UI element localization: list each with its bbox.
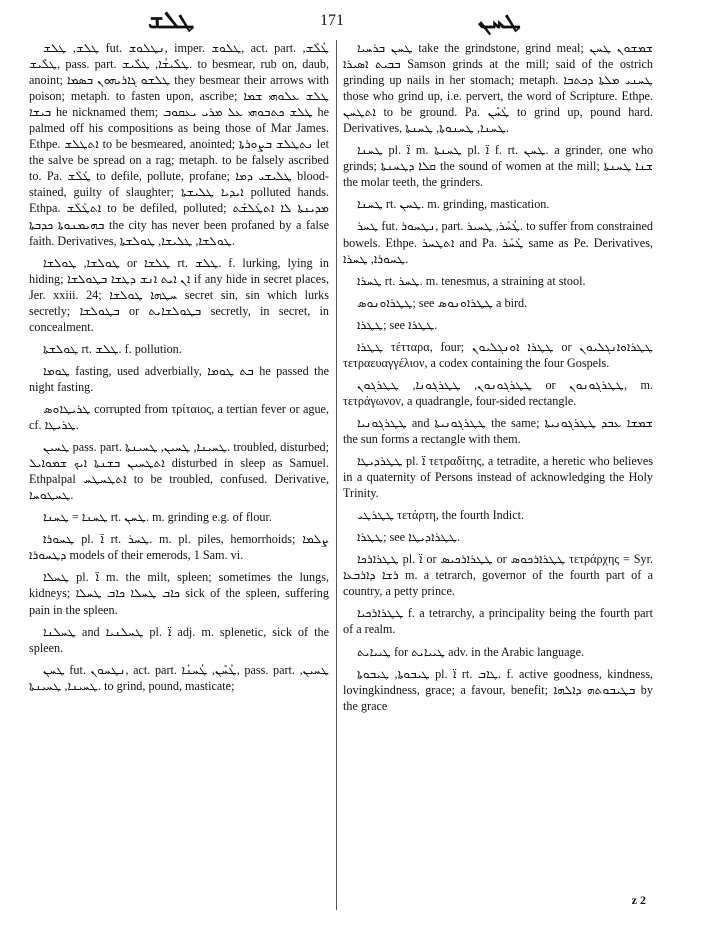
- entry: ܛܚܢܐ pl. ܐ̈ m. ܛܚܢܬܐ pl. ܐ̈ f. rt. ܛܚܢ. a grinder, one who grinds; ܩܠܐ ܕܛܚܢܬܐ the sound of women at the mill; ܫܢܐ ܛܚܢܬܐ the molar teeth, the grinders.: [343, 143, 654, 190]
- entry: ܛܚܪ fut. ܢܛܚܘܪ, part. ܛܳܚܰܪ, ܛܚܝܪ. to suffer from constrained bowels. Ethpe. ܐܬܛܚܪ and Pa. ܛܰܚܰܪ same as Pe. Derivatives, ܛܚܘܪܐ, ܛܚܪܐ.: [343, 219, 653, 266]
- entry: ܛܛܪܓܘܢܝܐ and ܛܛܪܓܘܢܝܬܐ the same; ܫܡܫܐ ܥܒܕ ܛܛܪܓܘܢܝܬܐ the sun forms a rectangle with them.: [343, 415, 653, 446]
- entry: ܛܚܢܐ rt. ܛܚܢ. m. grinding, mastication.: [357, 197, 550, 212]
- entry: ܛܝܒܘܬܐ, ܛܝܒܘܬܐ pl. ܐ̈ rt. ܛܐܒ. f. active goodness, kindness, lovingkindness, grace; a favour, benefit; ܒܛܝܒܘܬܗ ܕܐܠܗܐ by the grace: [343, 666, 653, 713]
- entry: ܛܛܪܐܪܟܝܐ f. a tetrarchy, a principality being the fourth part of a realm.: [343, 606, 653, 637]
- entry: ܛܚܢܐ = ܛܚܢܐ rt. ܛܚܢ. m. grinding e.g. of flour.: [43, 510, 272, 525]
- entry: ܛܪܝܛܐܘܣ corrupted from τρίταιος, a tertian fever or ague, cf. ܛܪܝܛܐ.: [29, 401, 329, 433]
- right-running-head: ܛܚܢ: [478, 8, 521, 34]
- entry: ܛܛܪܐ τέτταρα, four; ܛܛܪܐ ܐܘܢܓܠܝܘܢ or ܛܛܪܐܘܐܢܓܠܝܘܢ τετραευαγγέλιον, a codex containing the four Gospels.: [343, 339, 654, 370]
- entry: ܛܚܘܪܐ pl. ܐ̈ rt. ܛܚܪ. m. pl. piles, hemorrhoids; ܨܠܡܐ ܕܛܚܘܪܐ models of their emerods, 1 Sam. vi.: [29, 532, 330, 563]
- entry: ܛܠܫ, ܛܠܫ fut. ܢܛܠܘܫ, imper. ܛܠܘܫ, act. part. ܛܳܠܶܫ, ܛܠܺܝܫ, pass. part. ܛܠܺܝܫܳܐ, ܛܠܺܝܫ. to besmear, rub on, daub, anoint; ܛܠܫܘ ܓܐܪܝܗܘܢ ܒܣܡܐ they besmear their arrows with poison; metaph. to fasten upon, ascribe; ܛܠܫ ܥܠܘܗܝ ܫܡܐ ܒܝܫܐ he nicknamed them; ܛܠܫ ܟܬܒܘܗܝ ܥܠ ܡܪܝ ܝܥܩܘܒ he palmed off his compositions as being those of Mar James. Ethpe. ܐܬܛܠܫ to be besmeared, anointed; ܢܬܛܠܫ ܒܨܘܪܬܐ let the salve be spread on a rag; metaph. to be falsely ascribed to. Pa. ܛܰܠܶܫ to defile, pollute, profane; ܛܠܝܫܝ ܕܡܐ blood-stained, guilty of slaughter; ܐܝܕܝܐ ܛܠܝܫܬܐ polluted hands. Ethpa. ܐܬܛܰܠܰܫ to be defiled, polluted; ܡܕܝܢܬܐ ܠܐ ܐܬܛܰܠܫܰܬ ܒܗܝܡܢܘܬܐ ܟܕܒܬܐ the city has never been profaned by a false faith. Derivatives, ܛܘܠܫܐ, ܛܠܝܫܐ, ܛܘܠܫܬܐ.: [29, 41, 330, 248]
- entry: ܛܚܢ fut. ܢܛܚܘܢ, act. part. ܛܳܚܶܢ, ܛܳܚܢܳܐ, pass. part. ܛܚܝܢ, ܛܚܝܢܐ, ܛܚܝܢܬܐ. to grind, pound, masticate;: [29, 662, 329, 693]
- entry: ܛܘܠܫܬܐ rt. ܛܠܫ. f. pollution.: [43, 341, 182, 356]
- entry: ܛܚܢ ܒܪܚܝܐ take the grindstone, grind meal; ܫܡܫܘܢ ܛܚܢ ܒܒܝܬ ܐܣܝܪܐ Samson grinds at the mill; said of the ostrich grinding up nails in her stomach; metaph. ܛܚܢܝ ܡܠܬܐ ܕܟܬܒܐ those who grind up, i.e. pervert, the word of Scripture. Ethpe. ܐܬܛܚܢ to be ground. Pa. ܛܰܚܶܢ to grind up, pound hard. Derivatives, ܛܚܢܐ, ܛܚܢܘܬܐ, ܛܚܢܬܐ.: [343, 41, 654, 136]
- signature-mark: z 2: [631, 893, 646, 907]
- entry: ܛܛܪܐܘܢܘܣ; see ܛܛܪܐܘܢܘܣ a bird.: [357, 295, 528, 310]
- entry: ܛܚܝܢ pass. part. ܛܚܝܢܐ, ܛܚܝܢ, ܛܚܝܢܬܐ. troubled, disturbed; ܐܬܛܚܝܢ ܒܫܢܬܐ ܐܝܟ ܫܡܘܐܝܠ disturbed in sleep as Samuel. Ethpalpal ܐܬܛܚܛܚ to be troubled, confused. Derivative, ܛܚܛܘܚܐ.: [29, 440, 330, 503]
- right-column: [343, 40, 653, 720]
- entry: ܛܛܪܐ; see ܛܛܪܐ.: [357, 317, 438, 332]
- entry: ܛܝܝܐܝܬ for ܛܝܝܐܝܬ adv. in the Arabic language.: [357, 644, 585, 659]
- entry: ܛܚܠܢܐ and ܛܚܠܢܝܐ pl. ܐ̈ adj. m. splenetic, sick of the spleen.: [29, 624, 329, 655]
- column-divider: [336, 40, 337, 910]
- entry: ܛܚܠܐ pl. ܐ̈ m. the milt, spleen; sometimes the lungs, kidneys; ܟܐܒ ܛܚܠܐ ܟܐܒ ܛܚܠܐ sick of the spleen, suffering pain in the spleen.: [29, 570, 329, 617]
- entry: ܛܛܪܕܝܛܐ pl. ܐ̈ τετραδίτης, a tetradite, a heretic who believes in a quaternity of Persons instead of acknowledging the Holy Trinity.: [343, 454, 653, 501]
- entry: ܛܘܠܫܐ, ܛܘܠܫܐ or ܛܠܫܐ rt. ܛܠܫ. f. lurking, lying in hiding; ܐܢ ܐܝܬ ܐܢܫ ܕܛܫܐ ܒܛܘܠܫܐ if any hide in secret places, Jer. xxiii. 24; ܚܛܗܐ ܛܘܠܫܐ secret sin, sin which lurks secretly; ܒܛܘܠܫܐ or ܒܛܘܠܫܐܝܬ secretly, in secret, in concealment.: [29, 255, 330, 334]
- page-header: [0, 8, 704, 38]
- left-running-head: ܛܠܫ: [148, 8, 195, 34]
- page-number: 171: [320, 12, 344, 29]
- entry: ܛܘܡܐ fasting, used adverbially, ܒܬ ܛܘܡܐ he passed the night fasting.: [29, 363, 329, 394]
- left-column: [29, 40, 329, 700]
- entry: ܛܛܪܐ; see ܛܛܪܐܕܝܛܐ.: [357, 530, 461, 545]
- entry: ܛܚܪܐ rt. ܛܚܪ. m. tenesmus, a straining at stool.: [357, 273, 586, 288]
- entry: ܛܛܪܐܪܟܐ pl. ܐ̈ or ܛܛܪܐܪܟܝܣ or ܛܛܪܐܪܟܘܣ τετράρχης = Syr. ܪܫܐ ܕܐܪܒܥܐ m. a tetrarch, governor of the fourth part of a country, a petty prince.: [343, 552, 654, 599]
- entry: ܛܛܪܓܘܢܘܢ, ܛܛܪܓܘܢܐ, ܛܛܪܓܘܢ or ܛܛܪܓܘܢܘܢ, m. τετράγωνον, a quadrangle, four-sided rectangle.: [343, 377, 653, 408]
- entry: ܛܛܪܛܝ τετάρτη, the fourth Indict.: [357, 508, 525, 523]
